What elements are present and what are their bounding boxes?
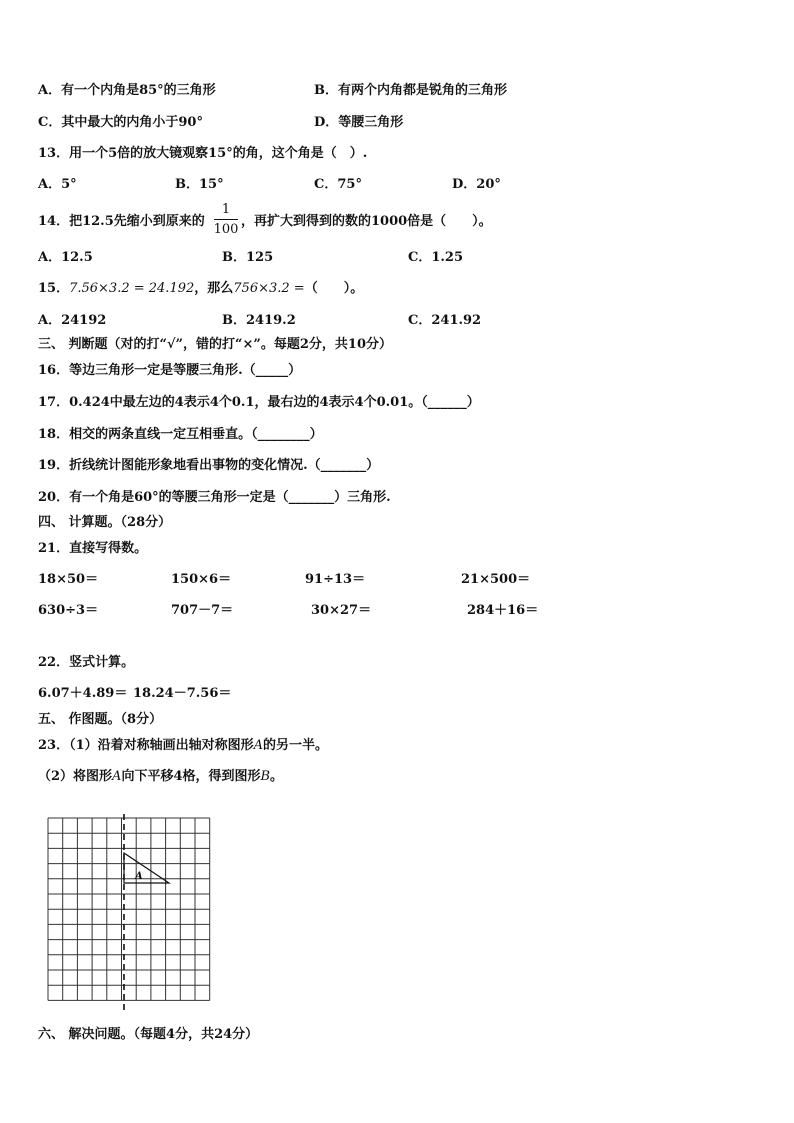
section-4-heading: 四、 计算题。（28分） [38,515,172,530]
q14-option-c: C．1.25 [408,250,464,265]
q14-stem-post: ，再扩大到得到的数的1000倍是（ ）。 [241,214,492,229]
q23-part-2 [38,769,283,785]
q15-stem [38,281,363,297]
q13-option-d: D．20° [452,177,501,192]
section-5-heading: 五、 作图题。（8分） [38,712,163,727]
q15-option-b: B．2419.2 [222,313,296,328]
q23-part-2-tail: 。 [270,769,284,784]
q21-stem: 21．直接写得数。 [38,541,148,556]
q16: 16．等边三角形一定是等腰三角形.（_____） [38,363,302,378]
q21-item: 30×27＝ [311,603,372,618]
q13-option-a: A．5° [38,177,77,192]
q13-option-b: B．15° [175,177,224,192]
q21-item: 91÷13＝ [305,572,366,587]
q22-item: 18.24－7.56＝ [133,686,232,701]
q23-part-1-tail: 的另一半。 [263,738,329,753]
q17: 17．0.424中最左边的4表示4个0.1，最右边的4表示4个0.01。（______） [38,395,480,410]
q19: 19．折线统计图能形象地看出事物的变化情况.（_______） [38,458,380,473]
q12-option-b: B．有两个内角都是锐角的三角形 [314,83,507,98]
q14-option-a: A．12.5 [38,250,93,265]
q15-expression-2: 756×3.2 = [233,281,305,296]
figure-b-ref: B [260,769,271,784]
q14-fraction [212,202,240,237]
section-6-heading: 六、 解决问题。（每题4分，共24分） [38,1027,259,1042]
q20: 20．有一个角是60°的等腰三角形一定是（_______）三角形. [38,490,391,505]
q21-item: 18×50＝ [38,572,99,587]
fraction-denominator: 100 [213,222,239,237]
q15-option-a: A．24192 [38,313,107,328]
q14-option-b: B．125 [222,250,274,265]
q23-part-2-mid: 向下平移4格，得到图形 [121,769,261,784]
q23-part-1 [38,738,328,754]
section-3-heading: 三、 判断题（对的打“√”，错的打“×”。每题2分，共10分） [38,337,393,352]
q13-stem: 13．用一个5倍的放大镜观察15°的角，这个角是（ ）. [38,146,368,161]
q18: 18．相交的两条直线一定互相垂直。（________） [38,427,323,442]
q21-item: 150×6＝ [171,572,232,587]
q22-item: 6.07＋4.89＝ [38,686,128,701]
q23-part-1-text: 23．（1）沿着对称轴画出轴对称图形 [38,738,254,753]
q21-item: 630÷3＝ [38,603,99,618]
grid-figure [40,812,220,1012]
q15-number: 15． [38,281,70,296]
q21-item: 21×500＝ [461,572,531,587]
q13-option-c: C．75° [314,177,362,192]
figure-a-ref: A [253,738,264,753]
q12-option-d: D．等腰三角形 [314,115,404,130]
q14-stem-pre: 14．把12.5先缩小到原来的 [38,214,205,229]
fraction-bar [214,219,238,220]
q15-expression-1: 7.56×3.2 = 24.192 [69,281,195,296]
q12-option-a: A．有一个内角是85°的三角形 [38,83,216,98]
q15-option-c: C．241.92 [408,313,482,328]
q12-option-c: C．其中最大的内角小于90° [38,115,203,130]
figure-a-ref: A [112,769,122,784]
fraction-numerator: 1 [221,202,231,217]
q21-item: 707－7＝ [171,603,234,618]
q15-connector: ，那么 [194,281,234,296]
q15-blank: （ ）。 [304,281,364,296]
q21-item: 284＋16＝ [467,603,539,618]
q23-part-2-text: （2）将图形 [38,769,113,784]
figure-a-label: A [135,871,143,882]
q22-stem: 22．竖式计算。 [38,655,135,670]
grid-lines [48,818,210,1000]
